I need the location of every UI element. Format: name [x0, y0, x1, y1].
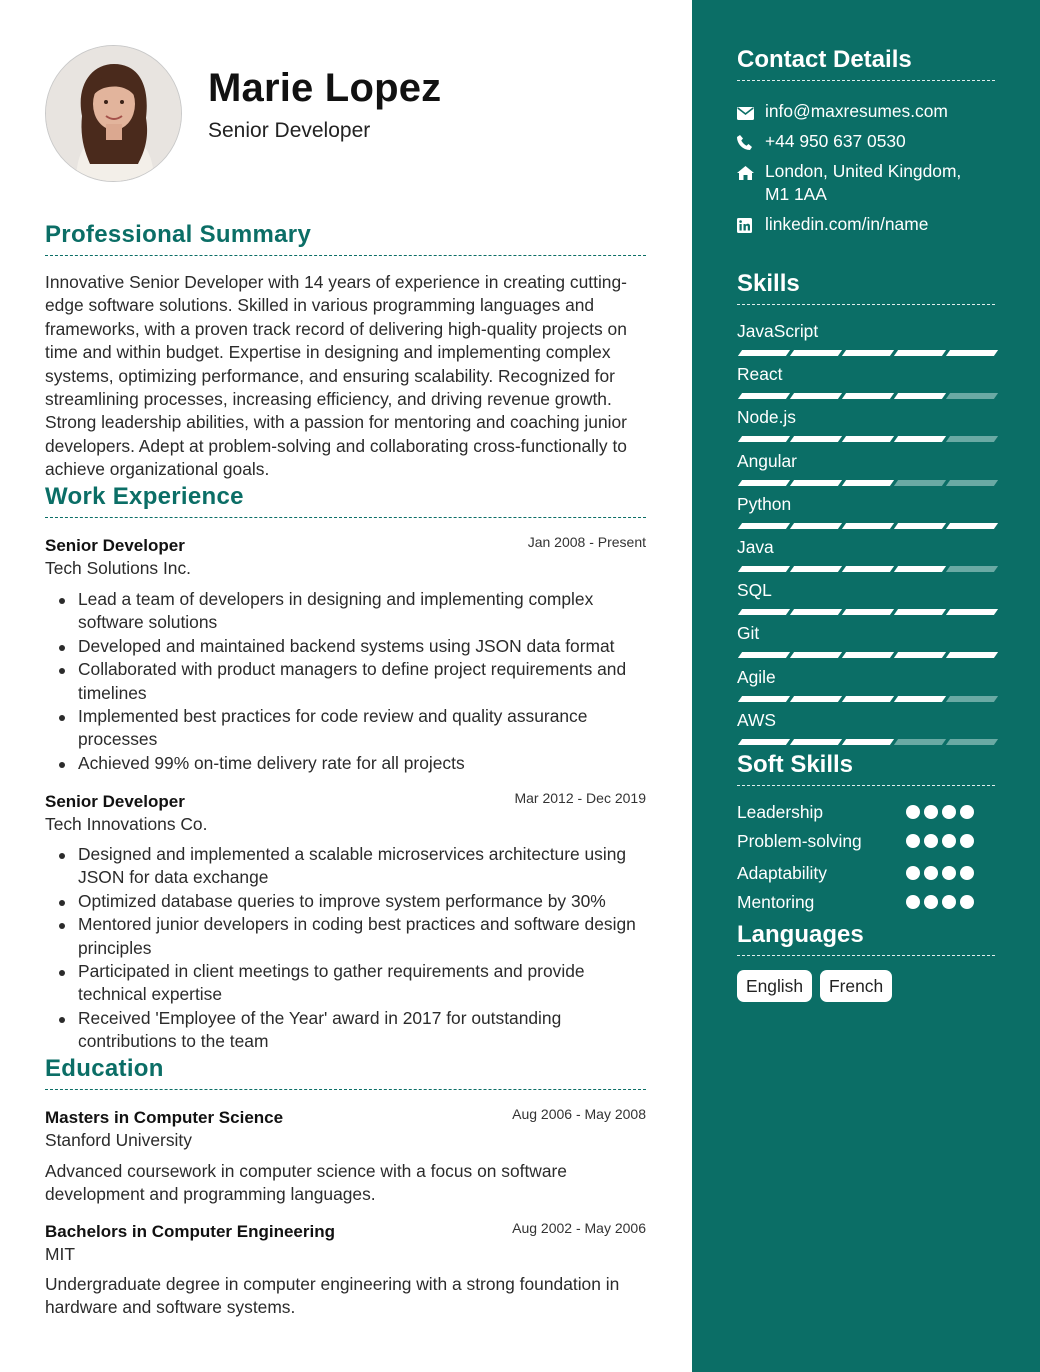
skill-name: Python: [737, 493, 792, 514]
experience-heading: Work Experience: [45, 483, 646, 518]
summary-heading: Professional Summary: [45, 221, 646, 256]
job-title: Senior Developer: [45, 536, 185, 555]
skill-name: Git: [737, 623, 760, 644]
school-name: Stanford University: [45, 1130, 192, 1150]
portrait-image: [46, 46, 182, 182]
skill-name: Java: [737, 537, 774, 557]
job-title: Senior Developer: [45, 792, 185, 811]
skill-level-segment: [946, 696, 998, 702]
skill-level-segment: [790, 393, 842, 399]
skill-name: SQL: [737, 580, 772, 601]
candidate-title: Senior Developer: [208, 119, 371, 142]
rating-dot: [942, 834, 956, 848]
skill-level-segment: [790, 652, 842, 658]
skill-level-segment: [894, 436, 946, 442]
skill-level-segment: [946, 566, 998, 572]
skill-level-segment: [946, 652, 998, 658]
phone-text: +44 950 637 0530: [765, 131, 906, 151]
address-line-1: London, United Kingdom,: [765, 161, 962, 181]
skill-level-segment: [738, 566, 790, 572]
rating-dot: [906, 866, 920, 880]
list-item: Designed and implemented a scalable microservices architecture using JSON for data exchange: [78, 843, 648, 890]
skill-level-segment: [790, 696, 842, 702]
soft-skill-name: Mentoring: [737, 892, 815, 912]
contact-linkedin[interactable]: [737, 213, 997, 239]
envelope-icon: [737, 100, 765, 126]
skill-level-segment: [738, 696, 790, 702]
address-text: [765, 160, 961, 206]
summary-text: Innovative Senior Developer with 14 years of experience in creating cutting-edge software solutions. Skilled in various programming languages and frameworks, with a proven track record of delivering high-quality projects on time and within budget. Expertise in designing and implementing complex systems, optimizing performance, and ensuring scalability. Recognized for streamlining processes, increasing efficiency, and driving revenue growth. Strong leadership abilities, with a passion for mentoring and coaching junior developers. Adept at problem-solving and collaborating cross-functionally to achieve organizational goals.: [45, 272, 627, 480]
skill-level-segment: [894, 696, 946, 702]
skill-level-segment: [842, 393, 894, 399]
sidebar: [692, 0, 1040, 1372]
skill-level-bar: [737, 350, 995, 356]
list-item: Collaborated with product managers to define project requirements and timelines: [78, 658, 648, 705]
list-item: Received 'Employee of the Year' award in 2017 for outstanding contributions to the team: [78, 1007, 648, 1054]
skill-level-segment: [790, 566, 842, 572]
skill-level-segment: [946, 436, 998, 442]
skill-level-segment: [790, 739, 842, 745]
skill-level-segment: [894, 609, 946, 615]
job-company: Tech Solutions Inc.: [45, 558, 191, 578]
skill-level-segment: [894, 566, 946, 572]
skill-name: React: [737, 364, 783, 385]
list-item: Mentored junior developers in coding best practices and software design principles: [78, 913, 648, 960]
skill-level-segment: [842, 566, 894, 572]
contact-address: [737, 160, 997, 206]
skill-name: AWS: [737, 709, 776, 730]
list-item: Achieved 99% on-time delivery rate for all projects: [78, 752, 648, 775]
job-bullets: [78, 843, 648, 1054]
degree-title: Masters in Computer Science: [45, 1108, 284, 1127]
skill-level-segment: [842, 480, 894, 486]
rating-dot: [906, 834, 920, 848]
skill-level-segment: [946, 480, 998, 486]
skill-level-bar: [737, 523, 995, 529]
rating-dot: [924, 895, 938, 909]
skill-level-segment: [790, 609, 842, 615]
list-item: Implemented best practices for code review and quality assurance processes: [78, 705, 648, 752]
skill-level-segment: [894, 739, 946, 745]
list-item: Participated in client meetings to gather requirements and provide technical expertise: [78, 960, 648, 1007]
skill-level-bar: [737, 566, 995, 572]
phone-icon: [737, 130, 765, 156]
skill-level-segment: [790, 523, 842, 529]
skill-level-bar: [737, 652, 995, 658]
skill-level-segment: [738, 350, 790, 356]
skill-level-segment: [790, 480, 842, 486]
education-dates: Aug 2002 - May 2006: [512, 1220, 646, 1236]
rating-dot: [924, 834, 938, 848]
linkedin-icon: [737, 213, 765, 239]
list-item: Optimized database queries to improve system performance by 30%: [78, 890, 648, 913]
skill-level-segment: [738, 523, 790, 529]
skill-level-segment: [946, 523, 998, 529]
profile-photo: [45, 45, 182, 182]
skill-level-segment: [842, 523, 894, 529]
skill-level-bar: [737, 696, 995, 702]
job-company: Tech Innovations Co.: [45, 814, 208, 834]
skill-level-bar: [737, 739, 995, 745]
skill-level-bar: [737, 393, 995, 399]
skill-level-segment: [790, 350, 842, 356]
contact-heading: Contact Details: [737, 46, 995, 81]
rating-dot: [942, 866, 956, 880]
education-dates: Aug 2006 - May 2008: [512, 1106, 646, 1122]
language-chip-french: French: [820, 970, 892, 1002]
education-description: Undergraduate degree in computer engineering with a strong foundation in hardware and software systems.: [45, 1274, 620, 1318]
skill-level-segment: [790, 436, 842, 442]
job-dates: Jan 2008 - Present: [527, 534, 646, 550]
education-description: Advanced coursework in computer science with a focus on software development and programming languages.: [45, 1161, 567, 1205]
skill-level-segment: [738, 436, 790, 442]
job-bullets: [78, 588, 648, 775]
skill-level-segment: [894, 652, 946, 658]
email-text: info@maxresumes.com: [765, 101, 948, 121]
skill-level-segment: [738, 609, 790, 615]
skill-level-segment: [894, 393, 946, 399]
skill-level-segment: [842, 696, 894, 702]
rating-dot: [906, 895, 920, 909]
skill-level-segment: [842, 609, 894, 615]
skill-name: Agile: [737, 666, 776, 687]
skill-level-bar: [737, 609, 995, 615]
school-name: MIT: [45, 1244, 75, 1264]
skill-level-segment: [894, 480, 946, 486]
rating-dot: [924, 805, 938, 819]
skill-name: Node.js: [737, 407, 796, 428]
skill-level-segment: [946, 393, 998, 399]
skill-level-segment: [738, 739, 790, 745]
soft-skill-name: Adaptability: [737, 863, 827, 883]
rating-dot: [906, 805, 920, 819]
skill-level-bar: [737, 480, 995, 486]
home-icon: [737, 160, 765, 206]
rating-dot: [960, 834, 974, 848]
contact-phone[interactable]: [737, 130, 997, 156]
rating-dot: [960, 866, 974, 880]
skill-level-bar: [737, 436, 995, 442]
soft-skill-name: Problem-solving: [737, 831, 862, 851]
skill-level-segment: [842, 350, 894, 356]
skill-name: Angular: [737, 450, 797, 471]
list-item: Developed and maintained backend systems using JSON data format: [78, 635, 648, 658]
rating-dot: [942, 805, 956, 819]
degree-title: Bachelors in Computer Engineering: [45, 1222, 335, 1241]
skill-level-segment: [738, 393, 790, 399]
skill-level-segment: [946, 609, 998, 615]
rating-dot: [960, 805, 974, 819]
languages-heading: Languages: [737, 921, 995, 956]
job-dates: Mar 2012 - Dec 2019: [514, 790, 646, 806]
skill-level-segment: [946, 350, 998, 356]
skill-level-segment: [946, 739, 998, 745]
skill-level-segment: [842, 652, 894, 658]
language-chip-english: English: [737, 970, 812, 1002]
skill-level-segment: [738, 480, 790, 486]
education-heading: Education: [45, 1055, 646, 1090]
rating-dot: [924, 866, 938, 880]
linkedin-text: linkedin.com/in/name: [765, 214, 929, 234]
rating-dot: [960, 895, 974, 909]
soft-skills-heading: Soft Skills: [737, 751, 995, 786]
list-item: Lead a team of developers in designing and implementing complex software solutions: [78, 588, 648, 635]
address-line-2: M1 1AA: [765, 184, 827, 204]
contact-email[interactable]: [737, 100, 997, 126]
skill-level-segment: [842, 436, 894, 442]
skills-heading: Skills: [737, 270, 995, 305]
skill-level-segment: [894, 523, 946, 529]
soft-skill-name: Leadership: [737, 802, 824, 822]
candidate-name: Marie Lopez: [208, 66, 442, 110]
skill-level-segment: [738, 652, 790, 658]
rating-dot: [942, 895, 956, 909]
skill-level-segment: [894, 350, 946, 356]
skill-name: JavaScript: [737, 321, 819, 341]
skill-level-segment: [842, 739, 894, 745]
